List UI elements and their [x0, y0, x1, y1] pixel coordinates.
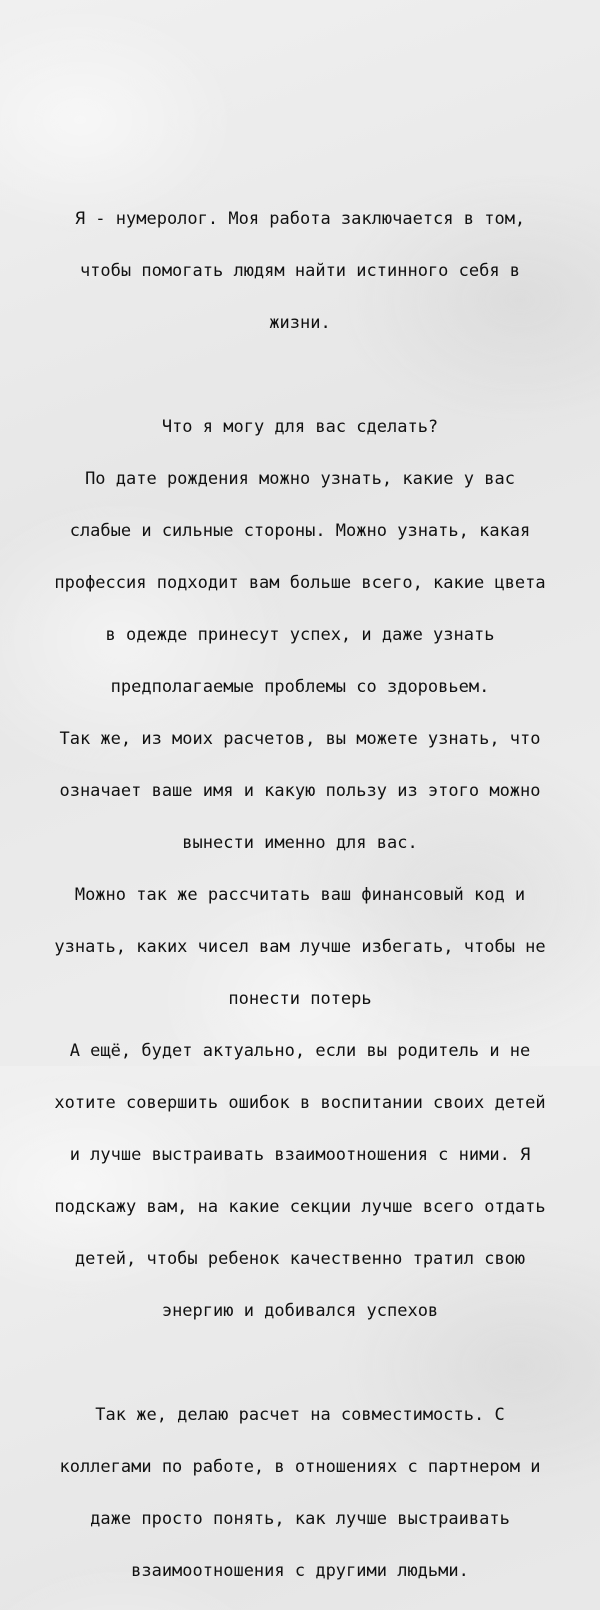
text-line: коллегами по работе, в отношениях с партнером и: [59, 1457, 541, 1477]
blank-line: [30, 1350, 570, 1376]
text-line: Так же, делаю расчет на совместимость. С: [95, 1405, 505, 1425]
text-line: По дате рождения можно узнать, какие у вас: [85, 469, 515, 489]
blank-line: [30, 362, 570, 388]
text-line: жизни.: [269, 313, 331, 333]
text-line: взаимоотношения с другими людьми.: [131, 1561, 469, 1581]
text-line: А ещё, будет актуально, если вы родитель и не: [69, 1041, 531, 1061]
text-line: хотите совершить ошибок в воспитании своих детей: [54, 1093, 546, 1113]
text-line: Что я могу для вас сделать?: [161, 417, 439, 437]
text-line: подскажу вам, на какие секции лучше всего отдать: [54, 1197, 546, 1217]
text-line: Я - нумеролог. Моя работа заключается в том,: [74, 209, 526, 229]
text-line: вынести именно для вас.: [182, 833, 418, 853]
text-line: слабые и сильные стороны. Можно узнать, какая: [69, 521, 531, 541]
text-line: предполагаемые проблемы со здоровьем.: [110, 677, 490, 697]
text-line: чтобы помогать людям найти истинного себя в: [79, 261, 521, 281]
text-line: Можно так же рассчитать ваш финансовый код и: [74, 885, 526, 905]
text-line: и лучше выстраивать взаимоотношения с ними. Я: [69, 1145, 531, 1165]
text-line: детей, чтобы ребенок качественно тратил свою: [74, 1249, 526, 1269]
text-line: энергию и добивался успехов: [161, 1301, 439, 1321]
text-line: в одежде принесут успех, и даже узнать: [105, 625, 495, 645]
text-line: понести потерь: [228, 989, 372, 1009]
text-line: означает ваше имя и какую пользу из этого можно: [59, 781, 541, 801]
text-line: Так же, из моих расчетов, вы можете узнать, что: [59, 729, 541, 749]
text-line: узнать, каких чисел вам лучше избегать, чтобы не: [54, 937, 546, 957]
story-text-block: [30, 180, 570, 1610]
text-line: даже просто понять, как лучше выстраивать: [90, 1509, 510, 1529]
text-line: профессия подходит вам больше всего, какие цвета: [54, 573, 546, 593]
